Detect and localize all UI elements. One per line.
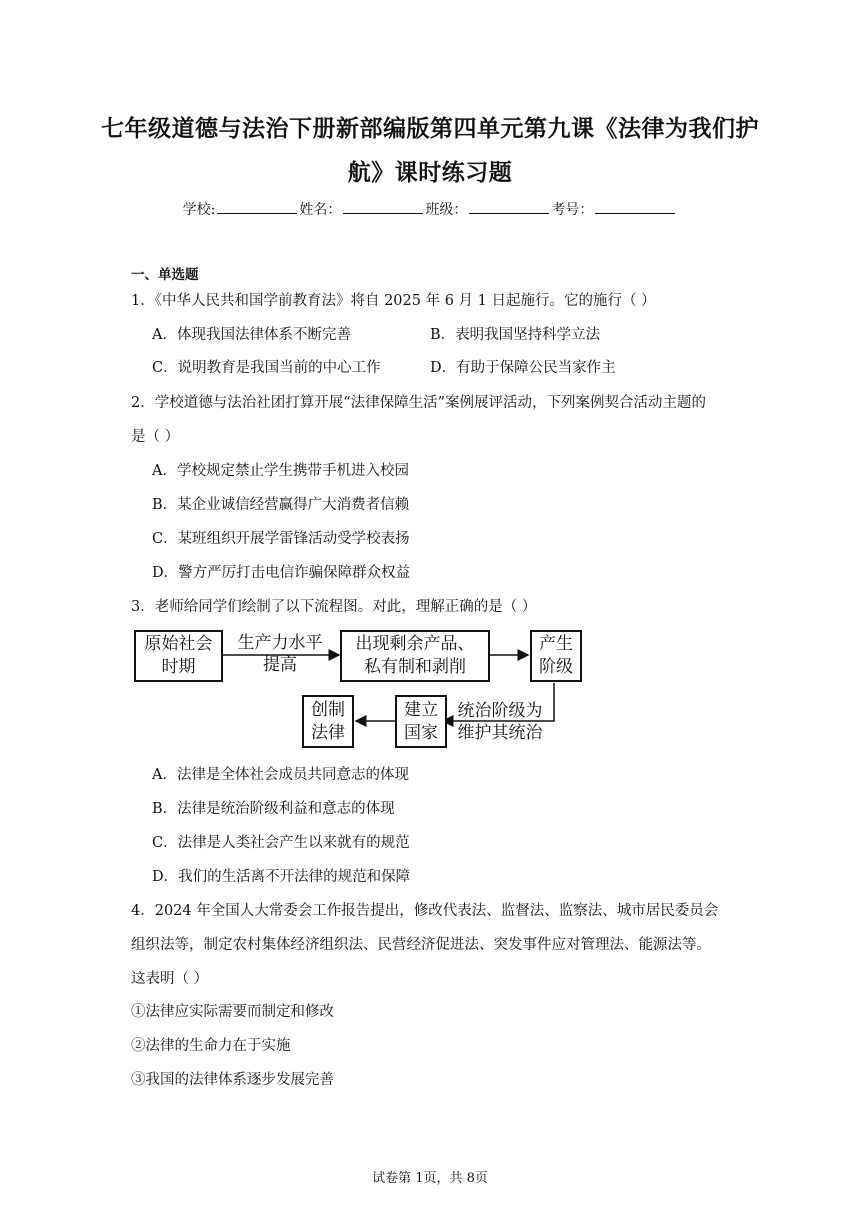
flow-label-productivity: 生产力水平 提高	[237, 633, 323, 675]
q3-option-d[interactable]: D．我们的生活离不开法律的规范和保障	[152, 869, 411, 885]
q4-statement-2: ②法律的生命力在于实施	[131, 1038, 291, 1054]
class-label: 班级：	[425, 202, 468, 218]
q2-option-a[interactable]: A．学校规定禁止学生携带手机进入校园	[152, 463, 409, 479]
name-label: 姓名：	[299, 202, 342, 218]
page-title-line1: 七年级道德与法治下册新部编版第四单元第九课《法律为我们护	[101, 116, 759, 142]
q2-stem-line1: 2．学校道德与法治社团打算开展“法律保障生活”案例展评活动，下列案例契合活动主题的	[131, 395, 707, 411]
q4-stem-line1: 4．2024 年全国人大常委会工作报告提出，修改代表法、监督法、监察法、城市居民委员会	[131, 903, 719, 919]
q2-option-d[interactable]: D．警方严厉打击电信诈骗保障群众权益	[152, 565, 411, 581]
q4-stem-line3: 这表明（ ）	[131, 971, 209, 987]
q1-option-d[interactable]: D．有助于保障公民当家作主	[430, 360, 616, 376]
flow-box-state: 建立 国家	[395, 695, 447, 748]
flow-box-law: 创制 法律	[302, 695, 354, 748]
exam-no-label: 考号：	[551, 202, 594, 218]
q1-option-c[interactable]: C．说明教育是我国当前的中心工作	[152, 360, 381, 376]
q1-option-a[interactable]: A．体现我国法律体系不断完善	[152, 327, 351, 343]
q3-option-b[interactable]: B．法律是统治阶级利益和意志的体现	[152, 801, 395, 817]
school-label: 学校:	[182, 202, 216, 218]
page-title-line2: 航》课时练习题	[347, 160, 513, 186]
q3-option-a[interactable]: A．法律是全体社会成员共同意志的体现	[152, 767, 409, 783]
q2-stem-line2: 是（ ）	[131, 429, 180, 445]
q2-option-c[interactable]: C．某班组织开展学雷锋活动受学校表扬	[152, 531, 410, 547]
q3-option-c[interactable]: C．法律是人类社会产生以来就有的规范	[152, 835, 410, 851]
q4-statement-3: ③我国的法律体系逐步发展完善	[131, 1072, 334, 1088]
q1-option-b[interactable]: B．表明我国坚持科学立法	[430, 327, 601, 343]
section-heading: 一、单选题	[131, 267, 199, 283]
q2-option-b[interactable]: B．某企业诚信经营赢得广大消费者信赖	[152, 497, 410, 513]
q1-stem: 1．《中华人民共和国学前教育法》将自 2025 年 6 月 1 日起施行。它的施行（ ）	[131, 293, 656, 309]
q4-statement-1: ①法律应实际需要而制定和修改	[131, 1004, 334, 1020]
flow-box-primitive-society: 原始社会 时期	[134, 630, 223, 682]
q3-stem: 3．老师给同学们绘制了以下流程图。对此，理解正确的是（ ）	[131, 599, 537, 615]
flow-box-surplus: 出现剩余产品、 私有制和剥削	[340, 630, 490, 682]
flow-label-ruling-class: 统治阶级为 维护其统治	[457, 701, 543, 743]
page-footer: 试卷第 1页，共 8页	[372, 1171, 488, 1186]
flow-box-classes: 产生 阶级	[530, 630, 582, 682]
q4-stem-line2: 组织法等，制定农村集体经济组织法、民营经济促进法、突发事件应对管理法、能源法等。	[131, 937, 711, 953]
